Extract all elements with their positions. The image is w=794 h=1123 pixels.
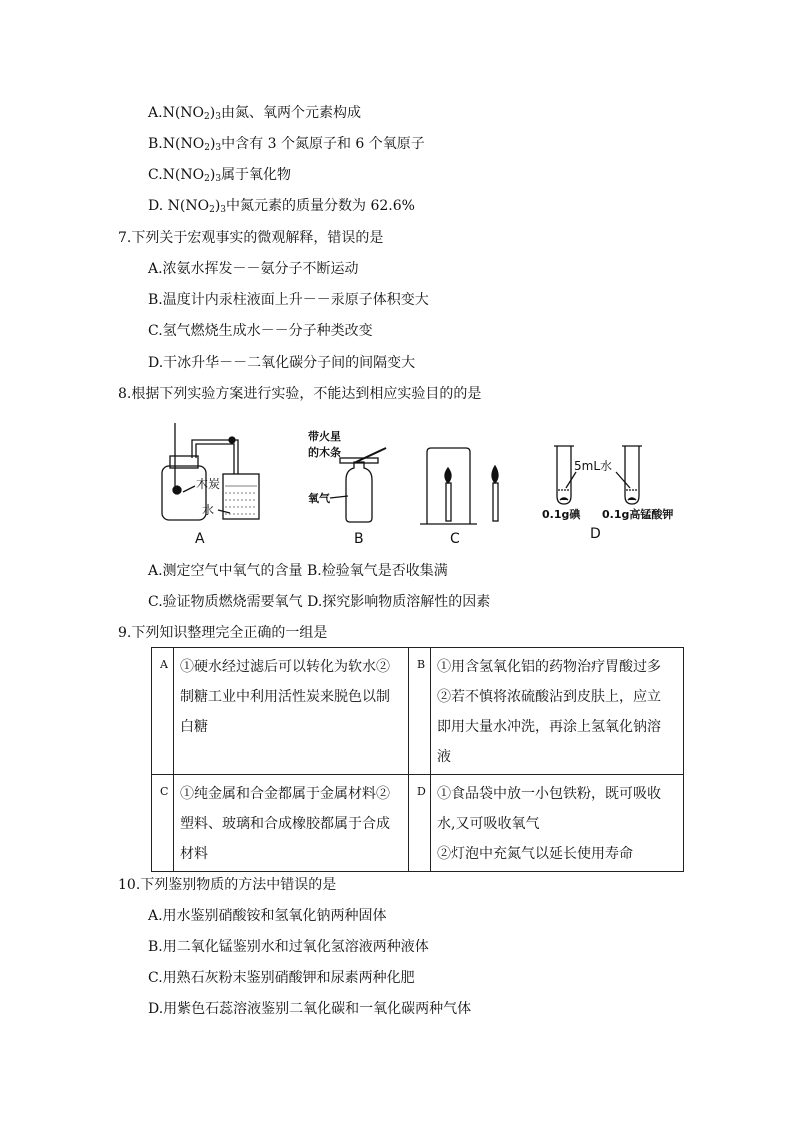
cell-d-line: ①食品袋中放一小包铁粉，既可吸收 <box>437 786 661 802</box>
q10-option-a: A.用水鉴别硝酸铵和氢氧化钠两种固体 <box>148 908 387 924</box>
label-water: 水 <box>202 503 215 517</box>
q10-option-b: B.用二氧化锰鉴别水和过氧化氢溶液两种液体 <box>148 939 429 955</box>
q6-option-d: D. $N(NO_2)_3$中氮元素的质量分数为 62.6% <box>148 198 415 215</box>
cell-a-line: 制糖工业中利用活性炭来脱色以制 <box>180 689 390 705</box>
q9-stem: 9.下列知识整理完全正确的一组是 <box>118 625 328 641</box>
q6-option-c: $C.N(NO_2)_3$属于氧化物 <box>148 167 292 184</box>
cell-a-line: ①硬水经过滤后可以转化为软水② <box>180 659 390 675</box>
q7-option-d: D.干冰升华－－二氧化碳分子间的间隔变大 <box>148 355 416 371</box>
cell-b-line: 即用大量水冲洗，再涂上氢氧化钠溶 <box>437 719 661 735</box>
q7-option-a: A.浓氨水挥发－－氨分子不断运动 <box>148 261 359 277</box>
cell-label-c: C <box>152 775 174 872</box>
q7-option-b: B.温度计内汞柱液面上升－－汞原子体积变大 <box>148 292 429 308</box>
cell-label-a: A <box>152 648 174 775</box>
q6-option-a: $A.N(NO_2)_3$由氮、氧两个元素构成 <box>148 105 361 122</box>
label-b: B <box>354 531 364 547</box>
cell-label-d: D <box>409 775 431 872</box>
cell-c <box>174 775 409 872</box>
table-row <box>152 648 684 775</box>
q8-options-row2: C.验证物质燃烧需要氧气 D.探究影响物质溶解性的因素 <box>148 594 491 610</box>
cell-b-line: ①用含氢氧化铝的药物治疗胃酸过多 <box>437 659 661 675</box>
q7-stem: 7.下列关于宏观事实的微观解释，错误的是 <box>118 230 384 246</box>
cell-d <box>431 775 684 872</box>
apparatus-a <box>162 423 259 547</box>
cell-label-b: B <box>409 648 431 775</box>
label-5ml-water: 5mL水 <box>574 459 613 473</box>
experiment-figure <box>150 418 695 548</box>
q10-option-d: D.用紫色石蕊溶液鉴别二氧化碳和一氧化碳两种气体 <box>148 1001 472 1017</box>
apparatus-c <box>420 448 498 547</box>
cell-a <box>174 648 409 775</box>
q6-option-b: $B.N(NO_2)_3$中含有 3 个氮原子和 6 个氧原子 <box>148 136 425 153</box>
apparatus-d <box>542 446 673 542</box>
label-iodine: 0.1g碘 <box>542 508 581 521</box>
cell-b-line: 液 <box>437 749 451 765</box>
apparatus-b <box>308 429 386 547</box>
cell-c-line: ①纯金属和合金都属于金属材料② <box>180 786 390 802</box>
label-splint-1: 带火星 <box>308 430 341 443</box>
label-charcoal: 木炭 <box>196 477 221 491</box>
label-a: A <box>195 531 205 547</box>
cell-c-line: 塑料、玻璃和合成橡胶都属于合成 <box>180 816 390 832</box>
q8-options-row1: A.测定空气中氧气的含量 B.检验氧气是否收集满 <box>148 563 448 579</box>
label-kmno4: 0.1g高锰酸钾 <box>602 508 674 521</box>
cell-d-line: ②灯泡中充氮气以延长使用寿命 <box>437 846 633 862</box>
label-splint-2: 的木条 <box>308 446 341 459</box>
cell-d-line: 水,又可吸收氧气 <box>437 816 540 832</box>
cell-b <box>431 648 684 775</box>
cell-b-line: ②若不慎将浓硫酸沾到皮肤上，应立 <box>437 689 661 705</box>
q8-stem: 8.根据下列实验方案进行实验，不能达到相应实验目的的是 <box>118 386 482 402</box>
table-row <box>152 775 684 872</box>
label-oxygen: 氧气 <box>308 492 330 505</box>
label-d: D <box>590 526 601 542</box>
q10-option-c: C.用熟石灰粉末鉴别硝酸钾和尿素两种化肥 <box>148 970 415 986</box>
cell-c-line: 材料 <box>180 846 208 862</box>
q7-option-c: C.氢气燃烧生成水－－分子种类改变 <box>148 323 373 339</box>
q10-stem: 10.下列鉴别物质的方法中错误的是 <box>118 877 337 893</box>
cell-a-line: 白糖 <box>180 719 208 735</box>
label-c: C <box>450 531 460 547</box>
knowledge-table <box>151 647 684 872</box>
